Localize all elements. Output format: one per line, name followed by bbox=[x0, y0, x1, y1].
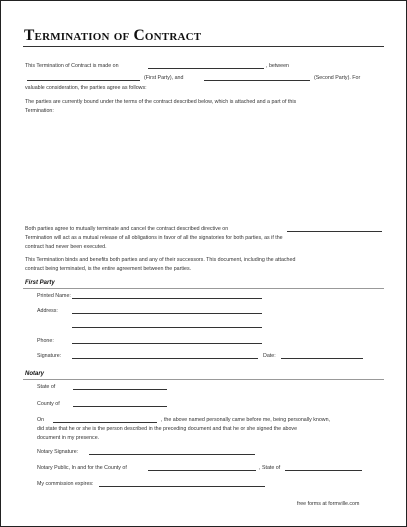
notary-state-label: , State of bbox=[259, 465, 281, 471]
first-party-heading: First Party bbox=[25, 280, 55, 286]
notary-signature-label: Notary Signature: bbox=[37, 449, 79, 455]
intro-line-1-text: This Termination of Contract is made on bbox=[25, 63, 119, 69]
phone-field[interactable] bbox=[72, 343, 262, 344]
notary-divider bbox=[23, 379, 384, 380]
notary-county-field[interactable] bbox=[148, 470, 256, 471]
page-title: Termination of Contract bbox=[24, 27, 202, 44]
binding-line-2: contract being terminated, is the entire agreement between the parties. bbox=[25, 266, 192, 272]
intro-line-3: valuable consideration, the parties agree as follows: bbox=[25, 85, 147, 91]
first-party-name-field[interactable] bbox=[27, 80, 140, 81]
county-field[interactable] bbox=[73, 406, 167, 407]
notary-state-field[interactable] bbox=[285, 470, 362, 471]
notary-public-label: Notary Public, In and for the County of bbox=[37, 465, 127, 471]
date-field[interactable] bbox=[281, 358, 363, 359]
termination-date-field[interactable] bbox=[287, 231, 382, 232]
intro-second-party-text: (Second Party). For bbox=[314, 75, 361, 81]
county-label: County of bbox=[37, 401, 60, 407]
address-line-1-field[interactable] bbox=[72, 313, 262, 314]
printed-name-field[interactable] bbox=[72, 298, 262, 299]
notary-line-3: document in my presence. bbox=[37, 435, 100, 441]
address-label: Address: bbox=[37, 308, 58, 314]
notary-heading: Notary bbox=[25, 371, 45, 377]
phone-label: Phone: bbox=[37, 338, 54, 344]
notary-line-2: did state that he or she is the person described in the preceding document and that he or she signed the above bbox=[37, 426, 298, 432]
contract-date-field[interactable] bbox=[148, 68, 264, 69]
binding-line-1: This Termination binds and benefits both parties and any of their successors. This document, including the attached bbox=[25, 257, 296, 263]
signature-field[interactable] bbox=[72, 358, 258, 359]
intro-first-party-text: (First Party), and bbox=[144, 75, 184, 81]
on-label: On bbox=[37, 417, 45, 423]
title-divider bbox=[23, 46, 384, 47]
address-line-2-field[interactable] bbox=[72, 327, 262, 328]
cancel-line-2: Termination will act as a mutual release of all obligations in favor of all the signatories for both parties, as if the bbox=[25, 235, 283, 241]
cancel-line-1: Both parties agree to mutually terminate and cancel the contract described directive on bbox=[25, 226, 229, 232]
notary-signature-field[interactable] bbox=[89, 454, 255, 455]
first-party-divider bbox=[23, 288, 384, 289]
bound-line-1: The parties are currently bound under the terms of the contract described below, which is attached and a part of this bbox=[25, 99, 297, 105]
state-field[interactable] bbox=[73, 389, 167, 390]
second-party-name-field[interactable] bbox=[204, 80, 310, 81]
commission-field[interactable] bbox=[99, 486, 265, 487]
bound-line-2: Termination: bbox=[25, 108, 54, 114]
cancel-line-3: contract had never been executed. bbox=[25, 244, 107, 250]
notary-line-1: , the above named personally came before me, being personally known, bbox=[161, 417, 331, 423]
printed-name-label: Printed Name: bbox=[37, 293, 71, 299]
commission-label: My commission expires: bbox=[37, 481, 94, 487]
contract-description-area[interactable] bbox=[25, 117, 382, 221]
footer-text: free forms at formville.com bbox=[297, 501, 360, 507]
notary-date-field[interactable] bbox=[53, 422, 157, 423]
date-label: Date: bbox=[263, 353, 276, 359]
state-label: State of bbox=[37, 384, 56, 390]
intro-between-text: , between bbox=[266, 63, 289, 69]
signature-label: Signature: bbox=[37, 353, 62, 359]
